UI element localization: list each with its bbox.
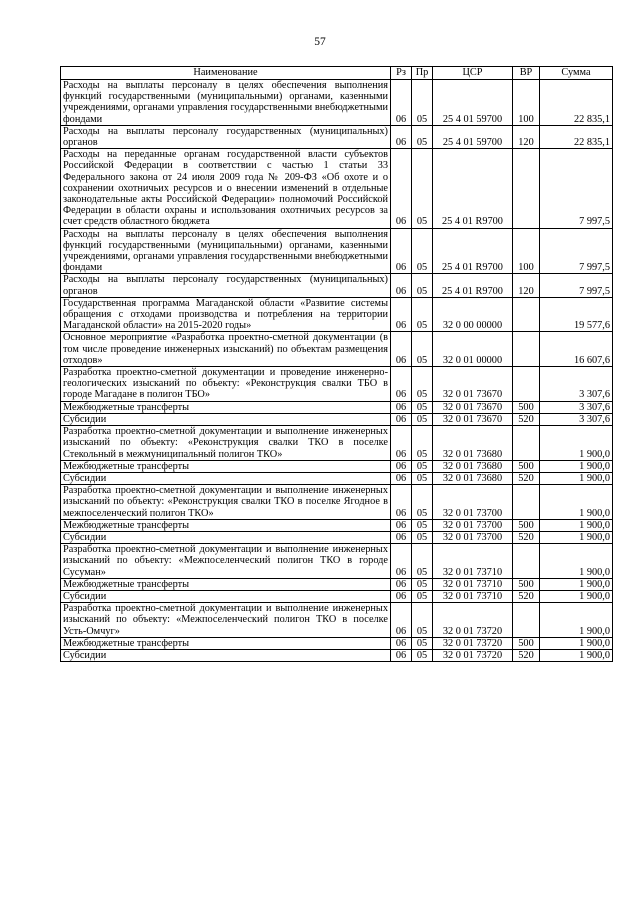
cell-pr: 05 bbox=[412, 149, 433, 228]
table-header-row bbox=[61, 67, 613, 80]
cell-csr: 32 0 01 00000 bbox=[433, 332, 513, 367]
header-pr: Пр bbox=[412, 67, 433, 80]
cell-csr: 32 0 01 73720 bbox=[433, 603, 513, 638]
cell-pr: 05 bbox=[412, 125, 433, 148]
table-row bbox=[61, 544, 613, 579]
cell-pr: 05 bbox=[412, 80, 433, 126]
table-row bbox=[61, 149, 613, 228]
cell-csr: 25 4 01 59700 bbox=[433, 125, 513, 148]
cell-vr: 520 bbox=[513, 649, 540, 661]
cell-sum: 1 900,0 bbox=[540, 590, 613, 602]
cell-csr: 32 0 01 73670 bbox=[433, 401, 513, 413]
cell-csr: 32 0 01 73680 bbox=[433, 472, 513, 484]
cell-rz: 06 bbox=[391, 332, 412, 367]
cell-sum: 22 835,1 bbox=[540, 80, 613, 126]
cell-rz: 06 bbox=[391, 426, 412, 461]
cell-vr: 500 bbox=[513, 460, 540, 472]
cell-rz: 06 bbox=[391, 274, 412, 297]
cell-sum: 7 997,5 bbox=[540, 228, 613, 274]
table-row bbox=[61, 297, 613, 332]
cell-vr: 120 bbox=[513, 125, 540, 148]
cell-rz: 06 bbox=[391, 367, 412, 402]
cell-csr: 32 0 01 73700 bbox=[433, 519, 513, 531]
cell-vr: 500 bbox=[513, 519, 540, 531]
cell-name: Субсидии bbox=[61, 649, 391, 661]
cell-csr: 32 0 01 73720 bbox=[433, 649, 513, 661]
table-body bbox=[61, 80, 613, 662]
cell-vr: 520 bbox=[513, 472, 540, 484]
cell-vr bbox=[513, 297, 540, 332]
cell-vr: 500 bbox=[513, 401, 540, 413]
cell-csr: 32 0 01 73680 bbox=[433, 460, 513, 472]
cell-name: Расходы на выплаты персоналу в целях обеспечения выполнения функций государственными (муниципальными) органами, казенными учреждениями, органами управления государственными внебюджетными фондами bbox=[61, 228, 391, 274]
cell-rz: 06 bbox=[391, 485, 412, 520]
cell-pr: 05 bbox=[412, 603, 433, 638]
cell-sum: 19 577,6 bbox=[540, 297, 613, 332]
table-row bbox=[61, 80, 613, 126]
cell-pr: 05 bbox=[412, 297, 433, 332]
cell-csr: 32 0 01 73710 bbox=[433, 590, 513, 602]
cell-name: Межбюджетные трансферты bbox=[61, 401, 391, 413]
cell-pr: 05 bbox=[412, 460, 433, 472]
cell-sum: 22 835,1 bbox=[540, 125, 613, 148]
cell-csr: 25 4 01 R9700 bbox=[433, 228, 513, 274]
cell-csr: 32 0 00 00000 bbox=[433, 297, 513, 332]
cell-sum: 1 900,0 bbox=[540, 637, 613, 649]
cell-name: Межбюджетные трансферты bbox=[61, 460, 391, 472]
table-row bbox=[61, 125, 613, 148]
cell-pr: 05 bbox=[412, 274, 433, 297]
cell-csr: 32 0 01 73700 bbox=[433, 531, 513, 543]
cell-pr: 05 bbox=[412, 472, 433, 484]
cell-name: Разработка проектно-сметной документации и выполнение инженерных изысканий по объекту: «Межпоселенческий полигон ТКО в городе Сусуман» bbox=[61, 544, 391, 579]
cell-sum: 1 900,0 bbox=[540, 603, 613, 638]
cell-vr: 500 bbox=[513, 637, 540, 649]
cell-rz: 06 bbox=[391, 297, 412, 332]
budget-table bbox=[60, 66, 613, 662]
cell-vr: 120 bbox=[513, 274, 540, 297]
cell-name: Расходы на выплаты персоналу в целях обеспечения выполнения функций государственными (муниципальными) органами, казенными учреждениями, органами управления государственными внебюджетными фондами bbox=[61, 80, 391, 126]
table-row bbox=[61, 649, 613, 661]
cell-csr: 32 0 01 73680 bbox=[433, 426, 513, 461]
header-csr: ЦСР bbox=[433, 67, 513, 80]
cell-rz: 06 bbox=[391, 649, 412, 661]
cell-sum: 1 900,0 bbox=[540, 519, 613, 531]
table-row bbox=[61, 332, 613, 367]
cell-rz: 06 bbox=[391, 519, 412, 531]
cell-name: Межбюджетные трансферты bbox=[61, 578, 391, 590]
cell-vr: 100 bbox=[513, 228, 540, 274]
cell-vr: 500 bbox=[513, 578, 540, 590]
header-rz: Рз bbox=[391, 67, 412, 80]
cell-name: Межбюджетные трансферты bbox=[61, 519, 391, 531]
cell-pr: 05 bbox=[412, 649, 433, 661]
cell-name: Субсидии bbox=[61, 472, 391, 484]
cell-csr: 32 0 01 73670 bbox=[433, 367, 513, 402]
cell-sum: 1 900,0 bbox=[540, 485, 613, 520]
cell-csr: 32 0 01 73700 bbox=[433, 485, 513, 520]
cell-sum: 1 900,0 bbox=[540, 578, 613, 590]
table-row bbox=[61, 485, 613, 520]
cell-name: Государственная программа Магаданской области «Развитие системы обращения с отходами производства и потребления на территории Магаданской области» на 2015-2020 годы» bbox=[61, 297, 391, 332]
cell-rz: 06 bbox=[391, 637, 412, 649]
cell-pr: 05 bbox=[412, 590, 433, 602]
cell-sum: 1 900,0 bbox=[540, 649, 613, 661]
cell-name: Разработка проектно-сметной документации и выполнение инженерных изысканий по объекту: «Реконструкция свалки ТКО в поселке Ягодное в межпоселенческий полигон ТКО» bbox=[61, 485, 391, 520]
cell-csr: 25 4 01 59700 bbox=[433, 80, 513, 126]
cell-vr bbox=[513, 544, 540, 579]
cell-pr: 05 bbox=[412, 485, 433, 520]
cell-rz: 06 bbox=[391, 472, 412, 484]
cell-sum: 7 997,5 bbox=[540, 274, 613, 297]
cell-name: Расходы на выплаты персоналу государственных (муниципальных) органов bbox=[61, 125, 391, 148]
cell-csr: 32 0 01 73710 bbox=[433, 578, 513, 590]
cell-sum: 3 307,6 bbox=[540, 401, 613, 413]
table-row bbox=[61, 472, 613, 484]
cell-csr: 32 0 01 73670 bbox=[433, 413, 513, 425]
table-row bbox=[61, 228, 613, 274]
cell-vr bbox=[513, 603, 540, 638]
cell-sum: 16 607,6 bbox=[540, 332, 613, 367]
cell-rz: 06 bbox=[391, 531, 412, 543]
cell-name: Субсидии bbox=[61, 531, 391, 543]
table-row bbox=[61, 367, 613, 402]
cell-rz: 06 bbox=[391, 460, 412, 472]
table-row bbox=[61, 274, 613, 297]
cell-name: Субсидии bbox=[61, 413, 391, 425]
cell-pr: 05 bbox=[412, 426, 433, 461]
table-row bbox=[61, 531, 613, 543]
cell-vr: 520 bbox=[513, 413, 540, 425]
cell-pr: 05 bbox=[412, 332, 433, 367]
cell-pr: 05 bbox=[412, 637, 433, 649]
cell-csr: 32 0 01 73720 bbox=[433, 637, 513, 649]
table-row bbox=[61, 426, 613, 461]
cell-csr: 32 0 01 73710 bbox=[433, 544, 513, 579]
cell-pr: 05 bbox=[412, 401, 433, 413]
cell-name: Межбюджетные трансферты bbox=[61, 637, 391, 649]
cell-rz: 06 bbox=[391, 125, 412, 148]
cell-sum: 7 997,5 bbox=[540, 149, 613, 228]
cell-rz: 06 bbox=[391, 80, 412, 126]
cell-pr: 05 bbox=[412, 578, 433, 590]
cell-rz: 06 bbox=[391, 413, 412, 425]
cell-sum: 3 307,6 bbox=[540, 413, 613, 425]
cell-vr: 100 bbox=[513, 80, 540, 126]
cell-csr: 25 4 01 R9700 bbox=[433, 274, 513, 297]
cell-vr: 520 bbox=[513, 531, 540, 543]
cell-rz: 06 bbox=[391, 578, 412, 590]
cell-pr: 05 bbox=[412, 544, 433, 579]
cell-pr: 05 bbox=[412, 531, 433, 543]
cell-sum: 1 900,0 bbox=[540, 472, 613, 484]
page-number: 57 bbox=[314, 36, 326, 48]
cell-name: Разработка проектно-сметной документации и выполнение инженерных изысканий по объекту: «Межпоселенческий полигон ТКО в поселке Усть-Омчуг» bbox=[61, 603, 391, 638]
cell-sum: 1 900,0 bbox=[540, 531, 613, 543]
cell-name: Расходы на выплаты персоналу государственных (муниципальных) органов bbox=[61, 274, 391, 297]
cell-name: Основное мероприятие «Разработка проектно-сметной документации (в том числе проведение инженерных изысканий) по объектам размещения отходов» bbox=[61, 332, 391, 367]
cell-pr: 05 bbox=[412, 228, 433, 274]
cell-rz: 06 bbox=[391, 149, 412, 228]
cell-rz: 06 bbox=[391, 401, 412, 413]
cell-rz: 06 bbox=[391, 603, 412, 638]
cell-pr: 05 bbox=[412, 519, 433, 531]
cell-name: Расходы на переданные органам государственной власти субъектов Российской Федерации в соответствии с частью 1 статьи 33 Федерального закона от 24 июля 2009 года № 209-ФЗ «Об охоте и о сохранении охотничьих ресурсов и о внесении изменений в отдельные законодательные акты Российской Федерации» полномочий Российской Федерации в области охраны и использования охотничьих ресурсов за счет средств областного бюджета bbox=[61, 149, 391, 228]
table-row bbox=[61, 603, 613, 638]
cell-vr bbox=[513, 149, 540, 228]
cell-vr bbox=[513, 367, 540, 402]
cell-sum: 1 900,0 bbox=[540, 544, 613, 579]
cell-vr bbox=[513, 485, 540, 520]
cell-rz: 06 bbox=[391, 590, 412, 602]
cell-pr: 05 bbox=[412, 367, 433, 402]
cell-vr bbox=[513, 332, 540, 367]
cell-csr: 25 4 01 R9700 bbox=[433, 149, 513, 228]
cell-sum: 1 900,0 bbox=[540, 426, 613, 461]
cell-sum: 3 307,6 bbox=[540, 367, 613, 402]
table-row bbox=[61, 590, 613, 602]
cell-vr: 520 bbox=[513, 590, 540, 602]
table-row bbox=[61, 578, 613, 590]
table-row bbox=[61, 519, 613, 531]
table-row bbox=[61, 637, 613, 649]
table-row bbox=[61, 413, 613, 425]
table-row bbox=[61, 401, 613, 413]
header-vr: ВР bbox=[513, 67, 540, 80]
cell-name: Субсидии bbox=[61, 590, 391, 602]
header-sum: Сумма bbox=[540, 67, 613, 80]
cell-name: Разработка проектно-сметной документации и выполнение инженерных изысканий по объекту: «Реконструкция свалки ТКО в поселке Стекольный в межмуниципальный полигон ТКО» bbox=[61, 426, 391, 461]
cell-pr: 05 bbox=[412, 413, 433, 425]
cell-rz: 06 bbox=[391, 544, 412, 579]
table-row bbox=[61, 460, 613, 472]
cell-rz: 06 bbox=[391, 228, 412, 274]
cell-name: Разработка проектно-сметной документации и проведение инженерно-геологических изысканий по объекту: «Реконструкция свалки ТБО в городе Магадане в полигон ТБО» bbox=[61, 367, 391, 402]
header-name: Наименование bbox=[61, 67, 391, 80]
cell-sum: 1 900,0 bbox=[540, 460, 613, 472]
cell-vr bbox=[513, 426, 540, 461]
